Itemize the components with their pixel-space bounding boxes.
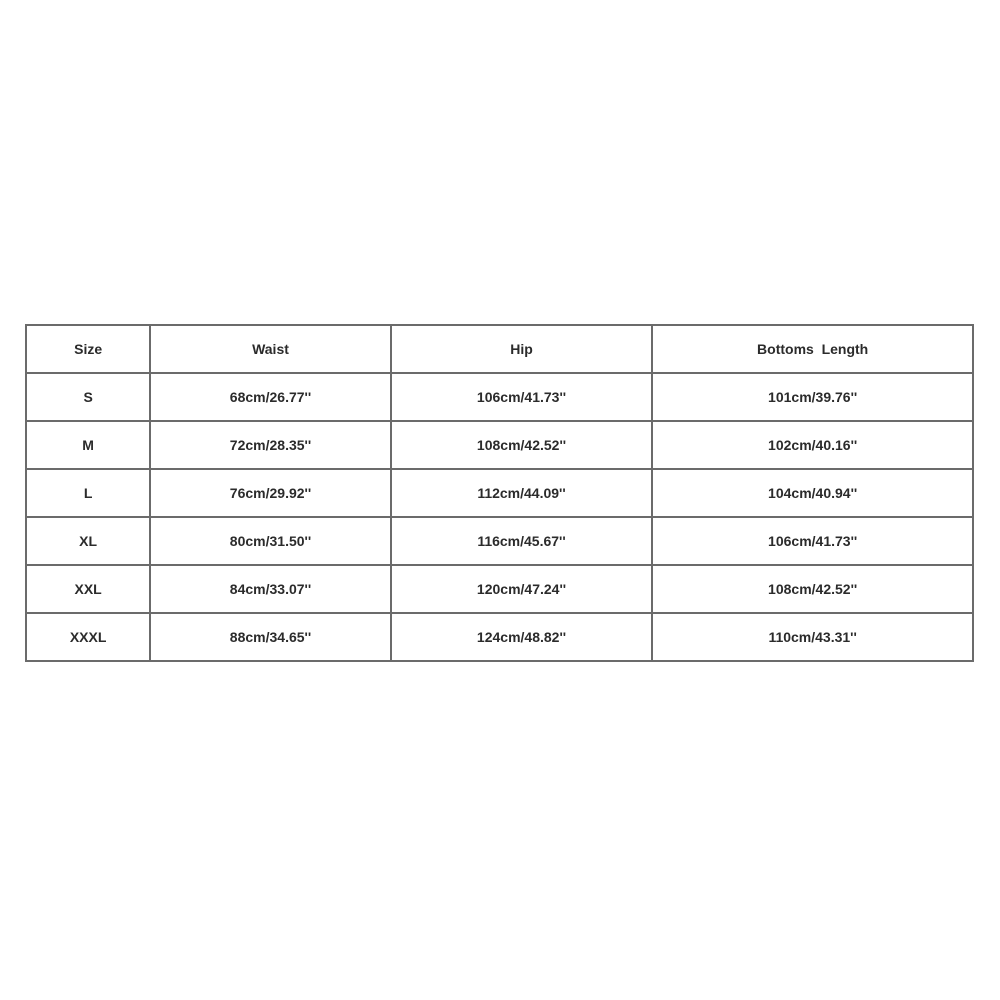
length-cell: 106cm/41.73'' [652, 517, 973, 565]
header-waist: Waist [150, 325, 391, 373]
hip-cell: 120cm/47.24'' [391, 565, 653, 613]
waist-cell: 80cm/31.50'' [150, 517, 391, 565]
waist-cell: 84cm/33.07'' [150, 565, 391, 613]
size-cell: XXL [26, 565, 150, 613]
waist-cell: 72cm/28.35'' [150, 421, 391, 469]
size-cell: XL [26, 517, 150, 565]
header-row [26, 325, 973, 373]
size-cell: S [26, 373, 150, 421]
waist-cell: 76cm/29.92'' [150, 469, 391, 517]
waist-cell: 88cm/34.65'' [150, 613, 391, 661]
hip-cell: 124cm/48.82'' [391, 613, 653, 661]
hip-cell: 112cm/44.09'' [391, 469, 653, 517]
size-cell: XXXL [26, 613, 150, 661]
length-cell: 102cm/40.16'' [652, 421, 973, 469]
table-row [26, 517, 973, 565]
length-cell: 110cm/43.31'' [652, 613, 973, 661]
table-row [26, 373, 973, 421]
table-row [26, 565, 973, 613]
table-row [26, 613, 973, 661]
hip-cell: 108cm/42.52'' [391, 421, 653, 469]
length-cell: 101cm/39.76'' [652, 373, 973, 421]
size-cell: M [26, 421, 150, 469]
hip-cell: 106cm/41.73'' [391, 373, 653, 421]
waist-cell: 68cm/26.77'' [150, 373, 391, 421]
length-cell: 108cm/42.52'' [652, 565, 973, 613]
size-cell: L [26, 469, 150, 517]
table-row [26, 421, 973, 469]
header-hip: Hip [391, 325, 653, 373]
hip-cell: 116cm/45.67'' [391, 517, 653, 565]
header-size: Size [26, 325, 150, 373]
table-row [26, 469, 973, 517]
length-cell: 104cm/40.94'' [652, 469, 973, 517]
size-chart-table [25, 324, 974, 662]
header-bottoms-length: Bottoms Length [652, 325, 973, 373]
